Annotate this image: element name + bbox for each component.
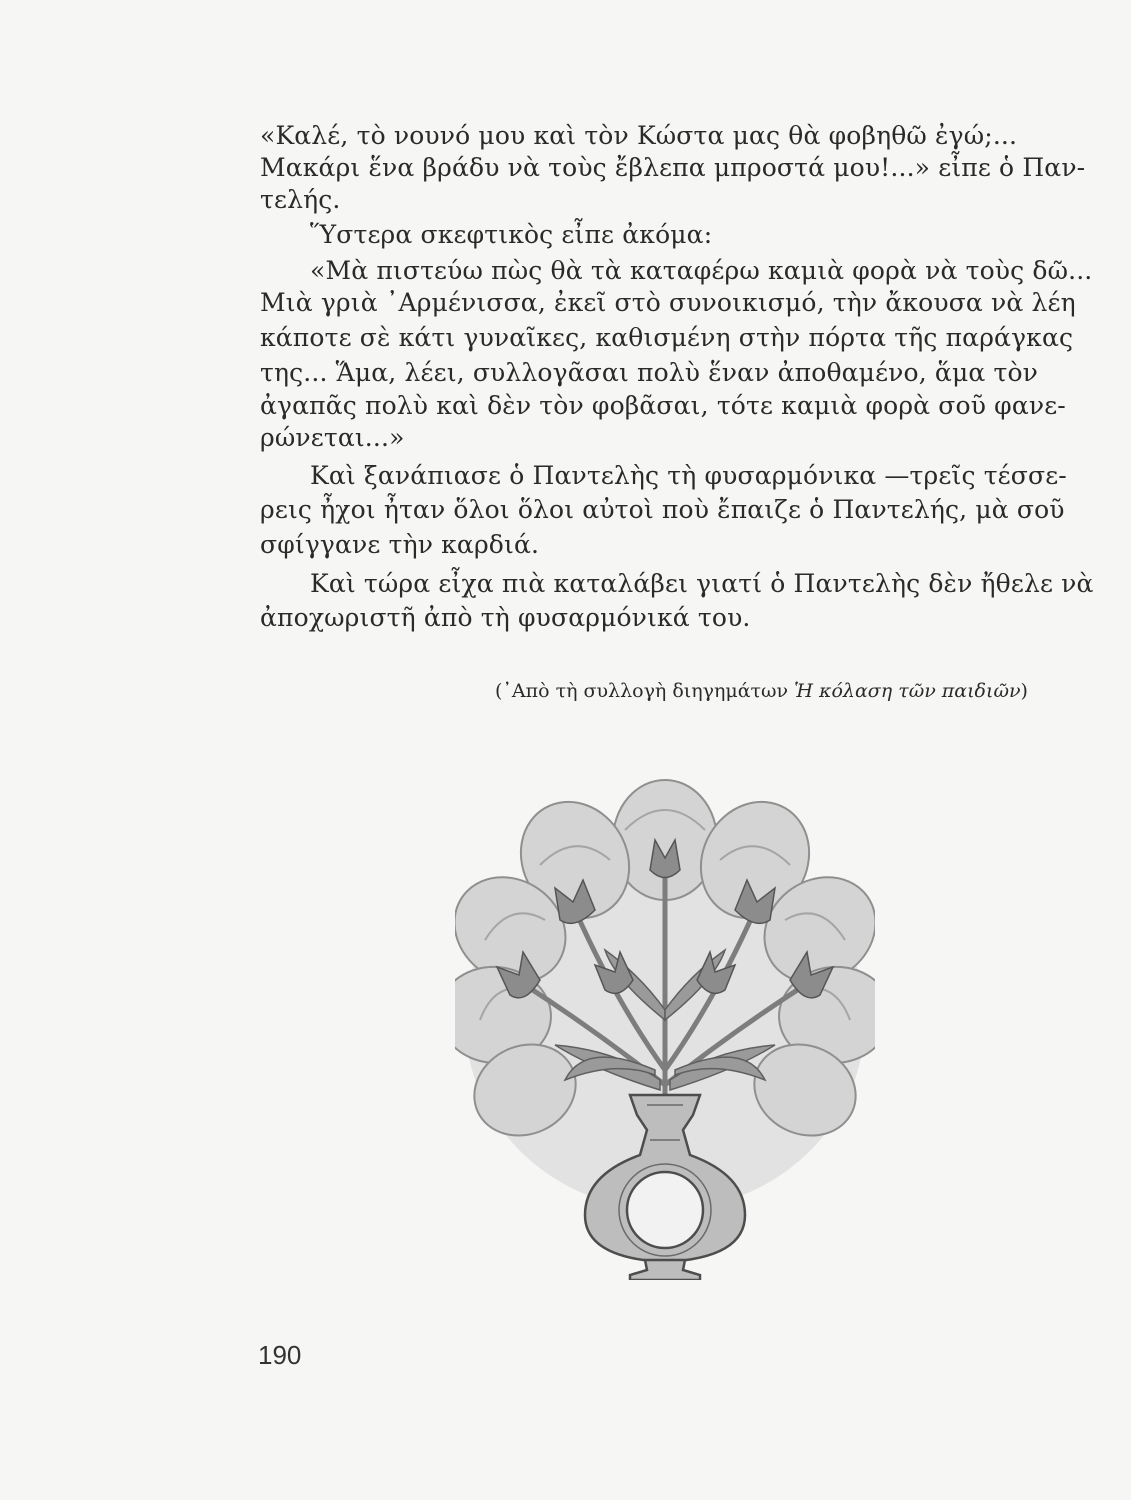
text-line-9: ἀγαπᾶς πολὺ καὶ δὲν τὸν φοβᾶσαι, τότε καμιὰ φορὰ σοῦ φανε- — [260, 391, 1066, 420]
text-line-7: κάποτε σὲ κάτι γυναῖκες, καθισμένη στὴν πόρτα τῆς παράγκας — [260, 323, 1074, 352]
vase-with-flowers-ornament — [455, 770, 875, 1280]
text-line-14: Καὶ τώρα εἶχα πιὰ καταλάβει γιατί ὁ Παντελὴς δὲν ἤθελε νὰ — [310, 569, 1094, 598]
source-citation — [495, 680, 1028, 702]
text-line-15: ἀποχωριστῆ ἀπὸ τὴ φυσαρμόνικά του. — [260, 603, 751, 632]
text-line-10: ρώνεται...» — [260, 423, 405, 452]
text-line-8: της... Ἅμα, λέει, συλλογᾶσαι πολὺ ἕναν ἀποθαμένο, ἅμα τὸν — [260, 358, 1039, 387]
text-line-4: Ὕστερα σκεφτικὸς εἶπε ἀκόμα: — [310, 220, 713, 249]
source-suffix: ) — [1020, 680, 1028, 702]
text-line-2: Μακάρι ἕνα βράδυ νὰ τοὺς ἔβλεπα μπροστά μου!...» εἶπε ὁ Παν- — [260, 153, 1086, 182]
source-prefix: (᾿Απὸ τὴ συλλογὴ διηγημάτων — [495, 680, 795, 702]
text-line-3: τελής. — [260, 185, 341, 214]
source-title: Ἡ κόλαση τῶν παιδιῶν — [794, 680, 1021, 702]
text-line-1: «Καλέ, τὸ νουνό μου καὶ τὸν Κώστα μας θὰ φοβηθῶ ἐγώ;... — [260, 121, 1018, 150]
text-line-12: ρεις ἦχοι ἦταν ὅλοι ὅλοι αὐτοὶ ποὺ ἔπαιζε ὁ Παντελής, μὰ σοῦ — [260, 495, 1065, 524]
text-line-13: σφίγγανε τὴν καρδιά. — [260, 530, 540, 559]
text-line-11: Καὶ ξανάπιασε ὁ Παντελὴς τὴ φυσαρμόνικα —τρεῖς τέσσε- — [310, 461, 1067, 490]
text-line-5: «Μὰ πιστεύω πὼς θὰ τὰ καταφέρω καμιὰ φορὰ νὰ τοὺς δῶ... — [310, 256, 1093, 285]
page-number: 190 — [258, 1340, 302, 1370]
text-line-6: Μιὰ γριὰ ᾿Αρμένισσα, ἐκεῖ στὸ συνοικισμό, τὴν ἄκουσα νὰ λέη — [260, 288, 1076, 317]
